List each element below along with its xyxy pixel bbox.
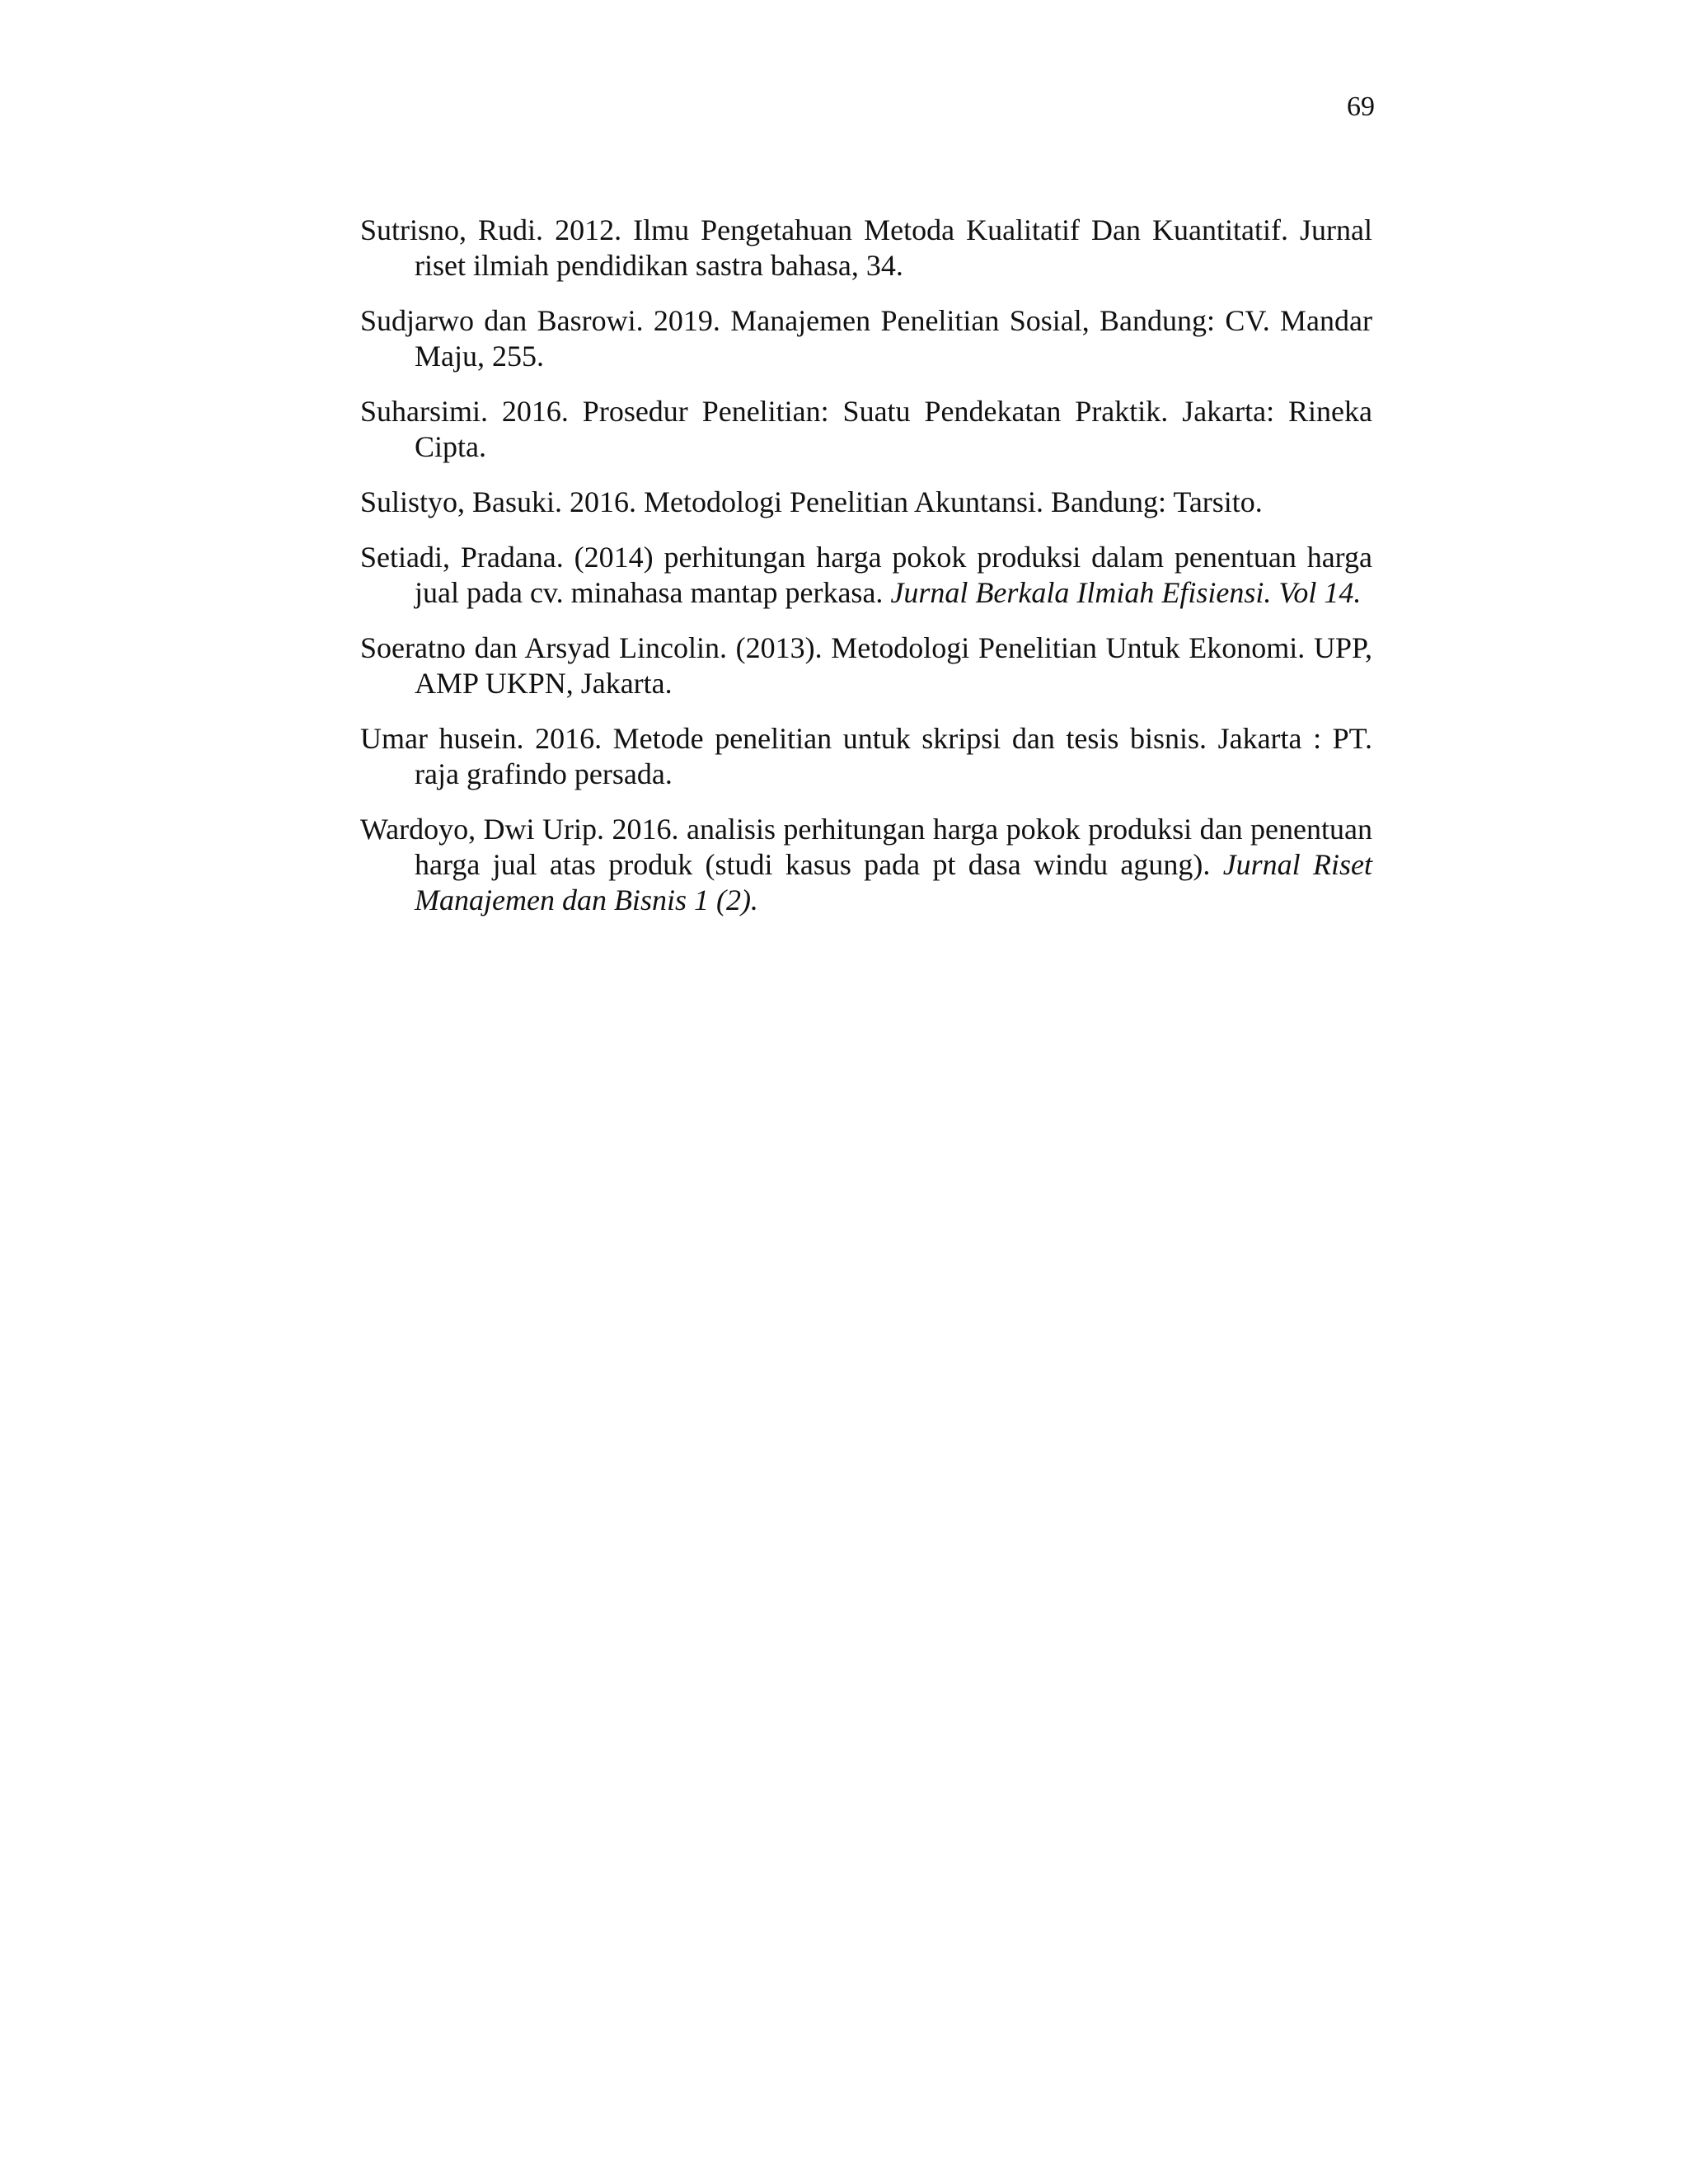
reference-italic-text: Jurnal Riset Manajemen dan Bisnis 1 (2). — [415, 848, 1372, 916]
reference-entry — [360, 394, 1372, 465]
reference-entry — [360, 303, 1372, 374]
reference-text: Sutrisno, Rudi. 2012. Ilmu Pengetahuan Metoda Kualitatif Dan Kuantitatif. Jurnal riset ilmiah pendidikan sastra bahasa, 34. — [360, 213, 1372, 282]
page-number: 69 — [1347, 91, 1375, 122]
reference-entry — [360, 540, 1372, 611]
reference-entry — [360, 812, 1372, 918]
reference-text: Soeratno dan Arsyad Lincolin. (2013). Metodologi Penelitian Untuk Ekonomi. UPP, AMP UKPN, Jakarta. — [360, 631, 1372, 700]
reference-text: Wardoyo, Dwi Urip. 2016. analisis perhitungan harga pokok produksi dan penentuan harga jual atas produk (studi kasus pada pt dasa windu agung). — [360, 813, 1372, 881]
reference-text: Setiadi, Pradana. (2014) perhitungan harga pokok produksi dalam penentuan harga jual pada cv. minahasa mantap perkasa. — [360, 541, 1372, 609]
reference-entry — [360, 485, 1372, 520]
reference-text: Suharsimi. 2016. Prosedur Penelitian: Suatu Pendekatan Praktik. Jakarta: Rineka Cipta. — [360, 395, 1372, 463]
reference-italic-text: Jurnal Berkala Ilmiah Efisiensi. Vol 14. — [890, 576, 1362, 609]
reference-entry — [360, 721, 1372, 792]
reference-list — [360, 213, 1372, 938]
reference-text: Sudjarwo dan Basrowi. 2019. Manajemen Penelitian Sosial, Bandung: CV. Mandar Maju, 255. — [360, 304, 1372, 373]
reference-entry — [360, 630, 1372, 701]
reference-text: Umar husein. 2016. Metode penelitian untuk skripsi dan tesis bisnis. Jakarta : PT. raja grafindo persada. — [360, 722, 1372, 790]
reference-text: Sulistyo, Basuki. 2016. Metodologi Penelitian Akuntansi. Bandung: Tarsito. — [360, 485, 1263, 518]
reference-entry — [360, 213, 1372, 284]
